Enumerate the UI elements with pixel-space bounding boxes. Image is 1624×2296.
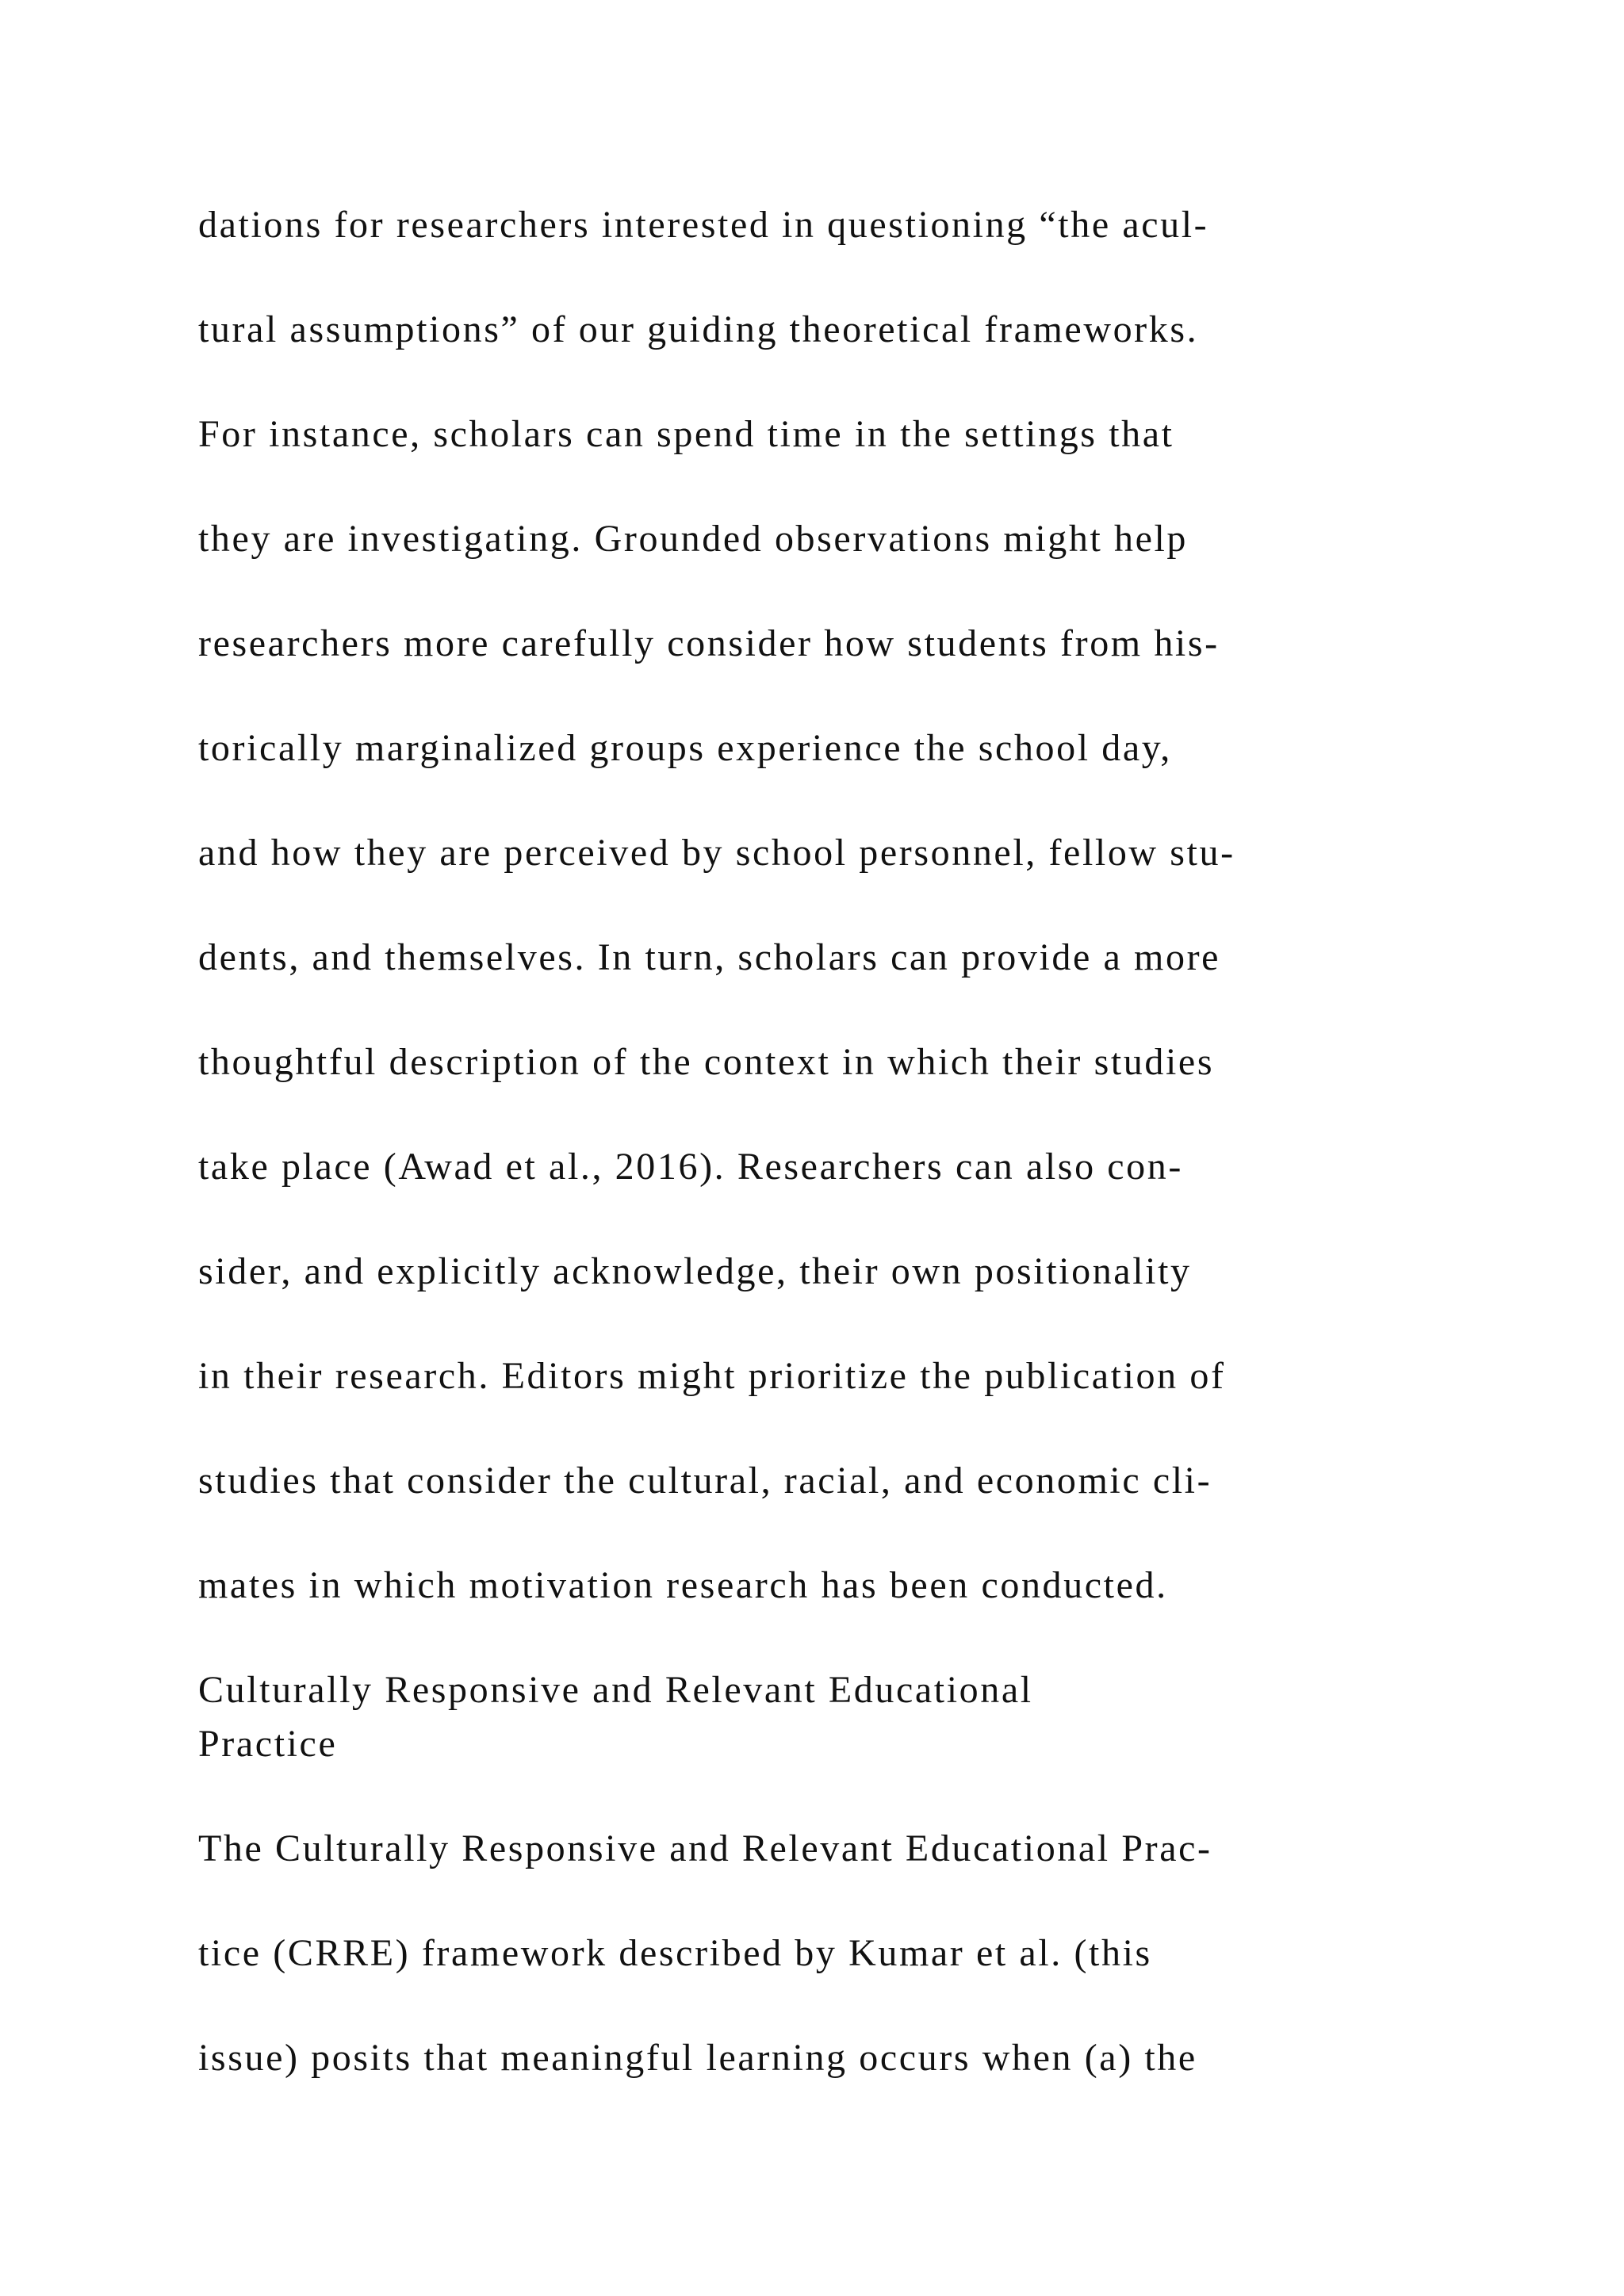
text-line: in their research. Editors might prioritize the publication of — [198, 1355, 1226, 1397]
text-line: torically marginalized groups experience the school day, — [198, 727, 1172, 769]
text-line: tice (CRRE) framework described by Kumar et al. (this — [198, 1932, 1152, 1974]
heading-line: Practice — [198, 1723, 338, 1765]
text-line: The Culturally Responsive and Relevant Educational Prac- — [198, 1827, 1212, 1869]
text-line: tural assumptions” of our guiding theoretical frameworks. — [198, 308, 1199, 350]
text-line: and how they are perceived by school personnel, fellow stu- — [198, 832, 1235, 874]
text-line: issue) posits that meaningful learning occurs when (a) the — [198, 2037, 1197, 2079]
text-line: For instance, scholars can spend time in the settings that — [198, 413, 1174, 455]
text-line: dents, and themselves. In turn, scholars can provide a more — [198, 936, 1221, 978]
text-line: studies that consider the cultural, racial, and economic cli- — [198, 1460, 1212, 1502]
text-line: thoughtful description of the context in which their studies — [198, 1041, 1215, 1083]
text-line: researchers more carefully consider how students from his- — [198, 622, 1220, 664]
heading-line: Culturally Responsive and Relevant Educational — [198, 1669, 1033, 1711]
text-line: dations for researchers interested in questioning “the acul- — [198, 204, 1209, 246]
text-line: mates in which motivation research has been conducted. — [198, 1564, 1168, 1606]
text-line: they are investigating. Grounded observations might help — [198, 518, 1189, 560]
text-line: sider, and explicitly acknowledge, their own positionality — [198, 1250, 1192, 1292]
text-line: take place (Awad et al., 2016). Researchers can also con- — [198, 1146, 1183, 1188]
